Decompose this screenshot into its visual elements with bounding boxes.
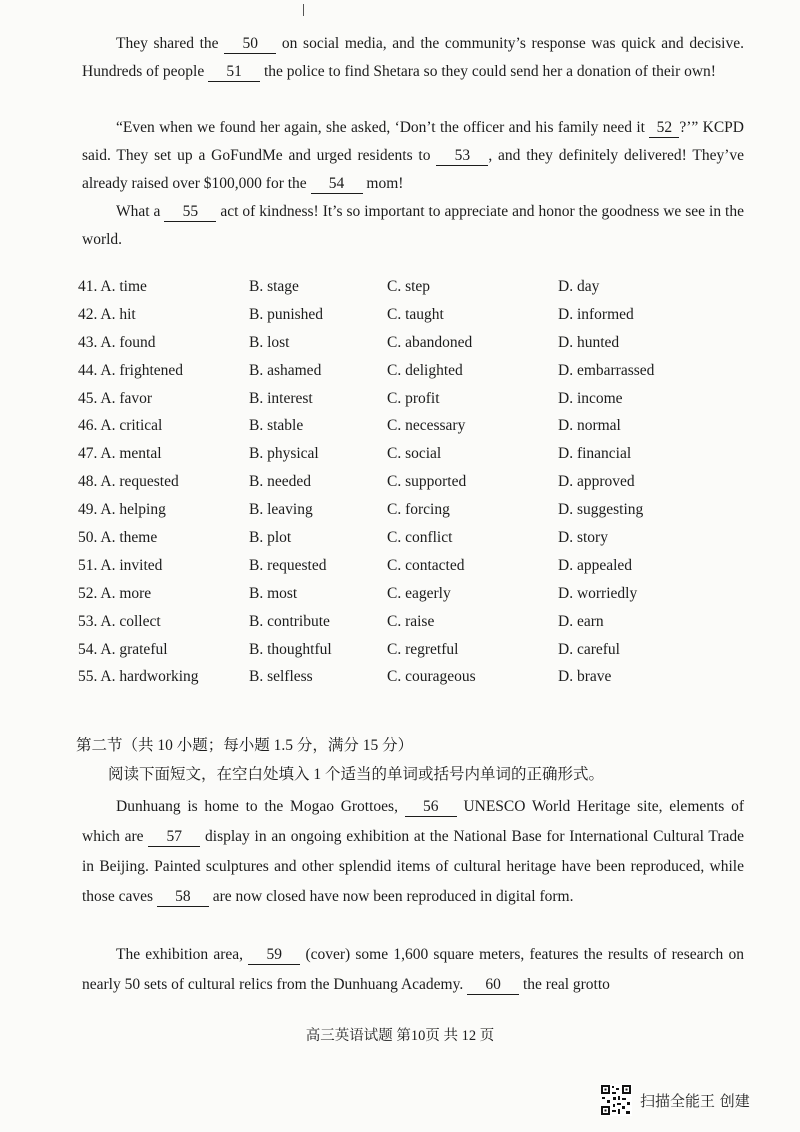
scanner-watermark	[600, 1084, 750, 1116]
blank-51: 51	[208, 63, 260, 82]
blank-59: 59	[248, 946, 300, 965]
option-row-54: 54. A. grateful B. thoughtful C. regretful D. careful	[78, 640, 620, 658]
blank-60: 60	[467, 976, 519, 995]
blank-54: 54	[311, 175, 363, 194]
option-row-49: 49. A. helping B. leaving C. forcing D. suggesting	[78, 501, 644, 519]
option-row-52: 52. A. more B. most C. eagerly D. worriedly	[78, 584, 638, 602]
answer-options-list	[78, 278, 758, 696]
option-row-41: 41. A. time B. stage C. step D. day	[78, 278, 600, 295]
blank-55: 55	[164, 203, 216, 222]
option-row-55: 55. A. hardworking B. selfless C. courageous D. brave	[78, 668, 612, 686]
passage-paragraph-1: They shared the 50 on social media, and the community’s response was quick and decisive. Hundreds of people 51 the police to find Shetara so they could send her a donation of their own!	[82, 35, 744, 80]
option-row-51: 51. A. invited B. requested C. contacted D. appealed	[78, 556, 633, 574]
passage-paragraph-2: “Even when we found her again, she asked, ‘Don’t the officer and his family need it 52 ?’” KCPD said. They set up a GoFundMe and urged residents to 53 , and they definitely delivered! They’ve already raised over $100,000 for the 54 mom!	[82, 119, 744, 192]
option-row-44: 44. A. frightened B. ashamed C. delighted D. embarrassed	[78, 361, 655, 379]
blank-52: 52	[649, 119, 679, 138]
blank-56: 56	[405, 798, 457, 817]
section-2-instruction: 阅读下面短文，在空白处填入 1 个适当的单词或括号内单词的正确形式。	[108, 766, 605, 783]
qr-code-icon	[600, 1084, 632, 1116]
option-row-47: 47. A. mental B. physical C. social D. financial	[78, 445, 632, 463]
page-footer: 高三英语试题 第10页 共 12 页	[305, 1028, 495, 1044]
option-row-45: 45. A. favor B. interest C. profit D. income	[78, 389, 623, 407]
scan-mark	[303, 4, 304, 16]
option-row-53: 53. A. collect B. contribute C. raise D. earn	[78, 612, 604, 630]
blank-53: 53	[436, 147, 488, 166]
passage-paragraph-3: What a 55 act of kindness! It’s so important to appreciate and honor the goodness we see in the world.	[82, 203, 744, 248]
grammar-paragraph-2: The exhibition area, 59 (cover) some 1,600 square meters, features the results of research on nearly 50 sets of cultural relics from the Dunhuang Academy. 60 the real grotto	[82, 946, 744, 993]
option-row-43: 43. A. found B. lost C. abandoned D. hunted	[78, 333, 620, 351]
grammar-paragraph-1: Dunhuang is home to the Mogao Grottoes, 56 UNESCO World Heritage site, elements of which are 57 display in an ongoing exhibition at the National Base for International Cultural Trade in Beijing. Painted sculptures and other splendid items of cultural heritage have been reproduced, while those caves 58 are now closed have now been reproduced in digital form.	[82, 798, 744, 905]
blank-50: 50	[224, 35, 276, 54]
watermark-text: 扫描全能王 创建	[640, 1091, 750, 1110]
option-row-48: 48. A. requested B. needed C. supported D. approved	[78, 473, 635, 491]
option-row-50: 50. A. theme B. plot C. conflict D. story	[78, 529, 608, 547]
blank-57: 57	[148, 828, 200, 847]
blank-58: 58	[157, 888, 209, 907]
option-row-42: 42. A. hit B. punished C. taught D. informed	[78, 305, 634, 323]
option-row-46: 46. A. critical B. stable C. necessary D. normal	[78, 417, 621, 435]
section-2-title: 第二节（共 10 小题；每小题 1.5 分，满分 15 分）	[76, 737, 414, 754]
